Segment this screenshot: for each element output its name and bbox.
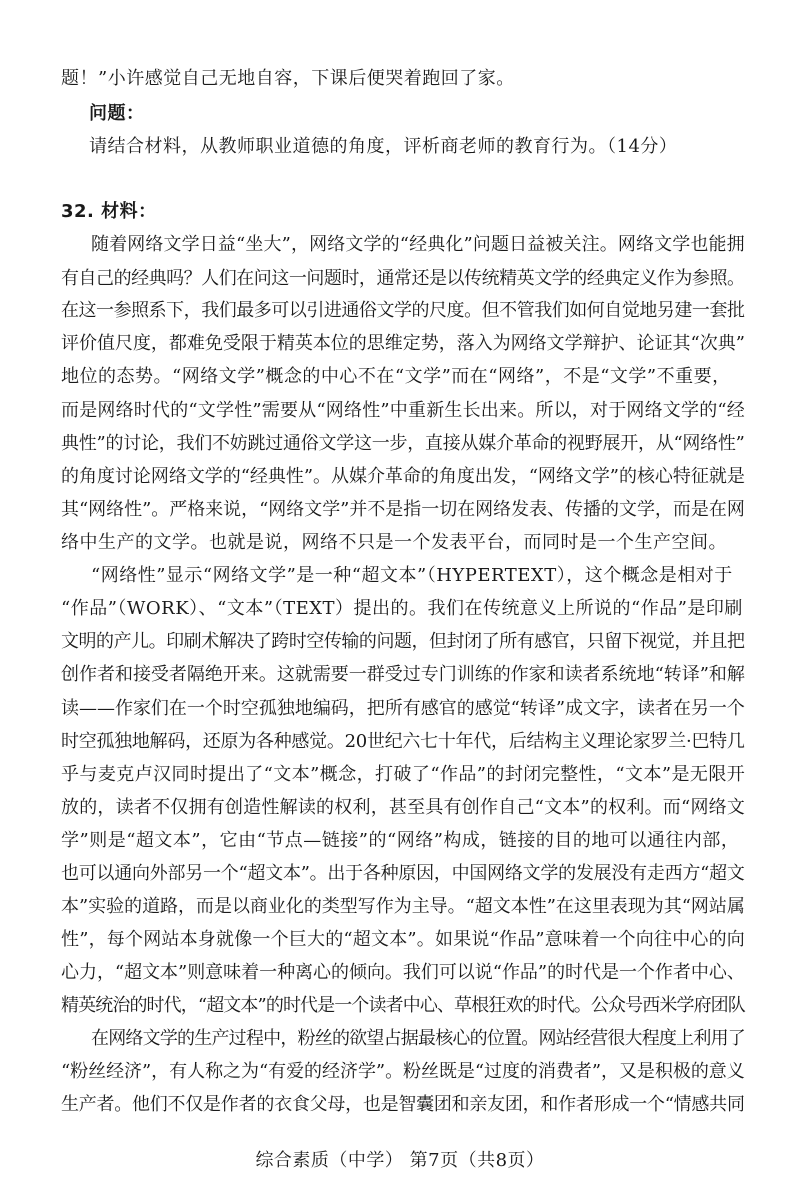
material-line: 文明的产儿。印刷术解决了跨时空传输的问题，但封闭了所有感官，只留下视觉，并且把 [61, 631, 745, 652]
material-line: 在网络文学的生产过程中，粉丝的欲望占据最核心的位置。网站经营很大程度上利用了 [91, 1028, 745, 1049]
page-footer: 综合素质（中学） 第7页（共8页） [255, 1150, 545, 1171]
material-line: 评价值尺度，都难免受限于精英本位的思维定势，落入为网络文学辩护、论证其“次典” [61, 333, 745, 354]
material-line: 也可以通向外部另一个“超文本”。出于各种原因，中国网络文学的发展没有走西方“超文 [61, 863, 745, 884]
material-line: 随着网络文学日益“坐大”，网络文学的“经典化”问题日益被关注。网络文学也能拥 [91, 234, 745, 255]
material-line: “网络性”显示“网络文学”是一种“超文本”（HYPERTEXT），这个概念是相对于 [91, 565, 733, 586]
material-line: 学”则是“超文本”，它由“节点—链接”的“网络”构成，链接的目的地可以通往内部， [61, 830, 740, 851]
material-line: 而是网络时代的“文学性”需要从“网络性”中重新生长出来。所以，对于网络文学的“经 [61, 400, 746, 421]
material-line: 地位的态势。“网络文学”概念的中心不在“文学”而在“网络”，不是“文学”不重要， [61, 366, 731, 387]
material-line: 本”实验的道路，而是以商业化的类型写作为主导。“超文本性”在这里表现为其“网站属 [61, 896, 745, 917]
question-label: 问题： [89, 103, 145, 124]
material-line: 心力，“超文本”则意味着一种离心的倾向。我们可以说“作品”的时代是一个作者中心、 [61, 962, 745, 983]
question-text: 请结合材料，从教师职业道德的角度，评析商老师的教育行为。（14分） [89, 136, 678, 157]
material-line: 生产者。他们不仅是作者的衣食父母，也是智囊团和亲友团，和作者形成一个“情感共同 [61, 1094, 745, 1115]
material-line: 性”，每个网站本身就像一个巨大的“超文本”。如果说“作品”意味着一个向往中心的向 [61, 929, 746, 950]
material-line: 创作者和接受者隔绝开来。这就需要一群受过专门训练的作家和读者系统地“转译”和解 [61, 664, 745, 685]
material-line: 典性”的讨论，我们不妨跳过通俗文学这一步，直接从媒介革命的视野展开，从“网络性” [61, 433, 745, 454]
material-line: 络中生产的文学。也就是说，网络不只是一个发表平台，而同时是一个生产空间。 [61, 532, 727, 553]
material-line: 的角度讨论网络文学的“经典性”。从媒介革命的角度出发，“网络文学”的核心特征就是 [61, 466, 745, 487]
material-line: “粉丝经济”，有人称之为“有爱的经济学”。粉丝既是“过度的消费者”，又是积极的意义 [61, 1061, 745, 1082]
material-line: 有自己的经典吗？人们在问这一问题时，通常还是以传统精英文学的经典定义作为参照。 [61, 268, 745, 289]
q31-text-line: 题！”小许感觉自己无地自容，下课后便哭着跑回了家。 [61, 68, 515, 89]
material-line: “作品”（WORK）、“文本”（TEXT）提出的。我们在传统意义上所说的“作品”是印刷 [61, 598, 743, 619]
material-line: 放的，读者不仅拥有创造性解读的权利，甚至具有创作自己“文本”的权利。而“网络文 [61, 797, 746, 818]
material-line: 精英统治的时代，“超文本”的时代是一个读者中心、草根狂欢的时代。公众号西米学府团队 [61, 995, 745, 1016]
material-line: 读——作家们在一个时空孤独地编码，把所有感官的感觉“转译”成文字，读者在另一个 [61, 698, 745, 719]
material-line: 时空孤独地解码，还原为各种感觉。20世纪六七十年代，后结构主义理论家罗兰·巴特几 [61, 731, 745, 752]
material-line: 乎与麦克卢汉同时提出了“文本”概念，打破了“作品”的封闭完整性，“文本”是无限开 [61, 764, 746, 785]
material-line: 其“网络性”。严格来说，“网络文学”并不是指一切在网络发表、传播的文学，而是在网 [61, 499, 745, 520]
q32-heading: 32. 材料： [61, 201, 157, 222]
material-line: 在这一参照系下，我们最多可以引进通俗文学的尺度。但不管我们如何自觉地另建一套批 [61, 300, 745, 321]
